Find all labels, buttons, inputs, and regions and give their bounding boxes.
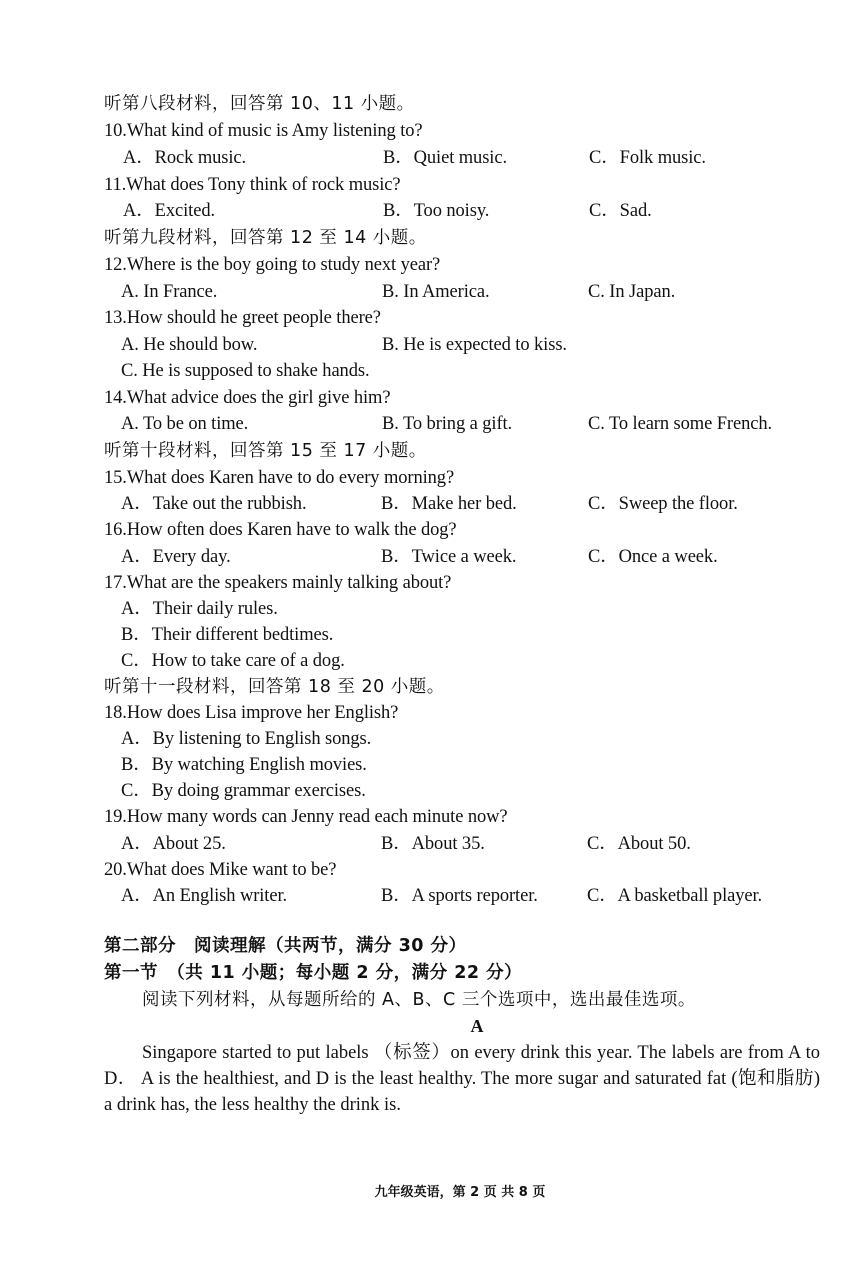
question-16: 16.How often does Karen have to walk the dog? (104, 520, 457, 540)
q15-option-a: A．Take out the rubbish. (121, 494, 307, 514)
q13-option-c: C. He is supposed to shake hands. (121, 361, 370, 381)
question-19: 19.How many words can Jenny read each minute now? (104, 807, 508, 827)
q20-option-b: B．A sports reporter. (381, 886, 538, 906)
q17-option-b: B．Their different bedtimes. (121, 625, 334, 645)
q19-option-a: A．About 25. (121, 834, 226, 854)
q16-option-a: A．Every day. (121, 547, 231, 567)
question-10: 10.What kind of music is Amy listening to? (104, 121, 423, 141)
question-20: 20.What does Mike want to be? (104, 860, 337, 880)
part-2-title: 第二部分 阅读理解（共两节，满分 30 分） (104, 936, 467, 956)
q16-option-c: C．Once a week. (588, 547, 718, 567)
q19-option-c: C．About 50. (587, 834, 691, 854)
passage-label: A (470, 1016, 484, 1036)
q14-option-c: C. To learn some French. (588, 414, 773, 434)
q13-option-a: A. He should bow. (121, 335, 258, 355)
q18-option-b: B．By watching English movies. (121, 755, 367, 775)
q11-option-c: C．Sad. (589, 201, 652, 221)
q15-option-b: B．Make her bed. (381, 494, 517, 514)
q14-option-b: B. To bring a gift. (382, 414, 513, 434)
q20-option-c: C．A basketball player. (587, 886, 763, 906)
q11-option-b: B．Too noisy. (383, 201, 490, 221)
q11-option-a: A．Excited. (123, 201, 215, 221)
q12-option-c: C. In Japan. (588, 282, 676, 302)
question-12: 12.Where is the boy going to study next year? (104, 255, 441, 275)
passage-a-text: Singapore started to put labels （标签）on every drink this year. The labels are from A to D． A is the healthiest, and D is the least healthy. The more sugar and saturated fat (饱和脂肪) a drink has, the less healthy the drink is. (104, 1043, 820, 1115)
q20-option-a: A．An English writer. (121, 886, 288, 906)
q17-option-a: A．Their daily rules. (121, 599, 278, 619)
q16-option-b: B．Twice a week. (381, 547, 517, 567)
page-footer: 九年级英语，第 2 页 共 8 页 (374, 1185, 546, 1200)
question-17: 17.What are the speakers mainly talking about? (104, 573, 452, 593)
q18-option-c: C．By doing grammar exercises. (121, 781, 366, 801)
q10-option-b: B．Quiet music. (383, 148, 507, 168)
question-13: 13.How should he greet people there? (104, 308, 381, 328)
reading-instruction: 阅读下列材料，从每题所给的 A、B、C 三个选项中，选出最佳选项。 (142, 990, 696, 1010)
q12-option-a: A. In France. (121, 282, 218, 302)
q15-option-c: C．Sweep the floor. (588, 494, 738, 514)
question-11: 11.What does Tony think of rock music? (104, 175, 401, 195)
question-14: 14.What advice does the girl give him? (104, 388, 391, 408)
section-9-heading: 听第九段材料，回答第 12 至 14 小题。 (104, 228, 427, 248)
q14-option-a: A. To be on time. (121, 414, 249, 434)
q13-option-b: B. He is expected to kiss. (382, 335, 567, 355)
q17-option-c: C．How to take care of a dog. (121, 651, 345, 671)
q18-option-a: A．By listening to English songs. (121, 729, 372, 749)
section-1-title: 第一节 （共 11 小题；每小题 2 分，满分 22 分） (104, 963, 523, 983)
q10-option-c: C．Folk music. (589, 148, 706, 168)
section-8-heading: 听第八段材料，回答第 10、11 小题。 (104, 94, 415, 114)
q19-option-b: B．About 35. (381, 834, 485, 854)
section-11-heading: 听第十一段材料，回答第 18 至 20 小题。 (104, 677, 445, 697)
question-15: 15.What does Karen have to do every morning? (104, 468, 455, 488)
q10-option-a: A．Rock music. (123, 148, 247, 168)
section-10-heading: 听第十段材料，回答第 15 至 17 小题。 (104, 441, 427, 461)
q12-option-b: B. In America. (382, 282, 490, 302)
question-18: 18.How does Lisa improve her English? (104, 703, 399, 723)
